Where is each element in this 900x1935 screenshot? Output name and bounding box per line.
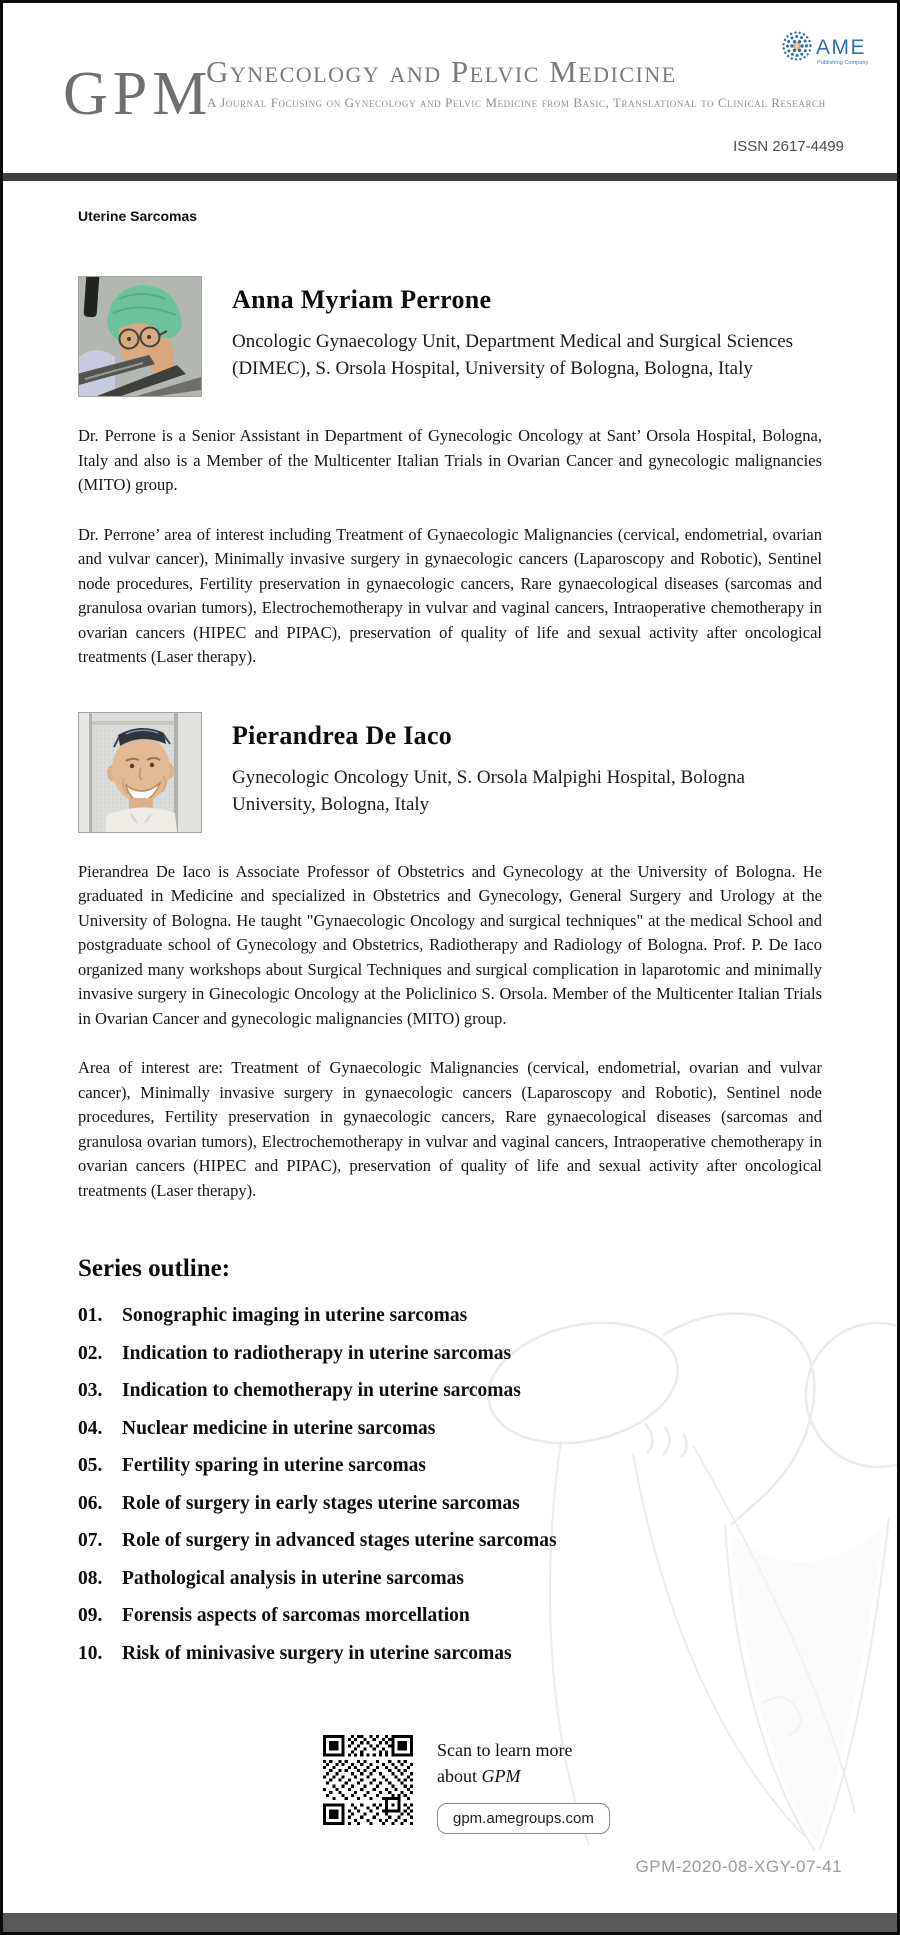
affiliation-line: (DIMEC), S. Orsola Hospital, University of Bologna, Bologna, Italy: [232, 358, 753, 379]
journal-subtitle: A Journal Focusing on Gynecology and Pelvic Medicine from Basic, Translational to Clinical Research: [207, 95, 826, 110]
qr-caption: [437, 1735, 610, 1834]
bio-paragraph: Dr. Perrone is a Senior Assistant in Department of Gynecologic Oncology at Sant’ Orsola Hospital, Bologna, Italy and also is a Member of the Multicenter Italian Trials in Ovarian Cancer and gynecologic malignancies (MITO) group.: [78, 426, 822, 494]
series-item: [78, 1418, 822, 1440]
series-item-number: 07.: [78, 1530, 103, 1551]
issn-number: ISSN 2617-4499: [733, 138, 844, 155]
affiliation-line: Gynecologic Oncology Unit, S. Orsola Malpighi Hospital, Bologna: [232, 766, 745, 788]
series-item-number: 05.: [78, 1455, 103, 1476]
series-item-number: 04.: [78, 1417, 103, 1439]
series-item: [78, 1568, 822, 1590]
pierandrea-de-iaco-bio: [78, 860, 822, 1204]
series-item-title: Indication to chemotherapy in uterine sarcomas: [122, 1380, 521, 1401]
ame-globe-icon: [775, 23, 875, 71]
anna-perrone-photo: [78, 276, 202, 397]
series-item: [78, 1605, 822, 1627]
qr-caption-journal-acronym: GPM: [481, 1765, 521, 1786]
profile-anna-perrone: [78, 276, 822, 397]
qr-caption-line1: Scan to learn more: [437, 1739, 573, 1760]
affiliation-line: Oncologic Gynaecology Unit, Department Medical and Surgical Sciences: [232, 331, 794, 352]
anna-perrone-bio: [78, 424, 822, 670]
series-label: Uterine Sarcomas: [78, 208, 198, 224]
person-name: Pierandrea De Iaco: [232, 720, 453, 750]
pierandrea-de-iaco-photo: [78, 712, 202, 833]
journal-title: Gynecology and Pelvic Medicine: [206, 54, 677, 89]
series-item-title: Fertility sparing in uterine sarcomas: [122, 1455, 427, 1476]
document-code: GPM-2020-08-XGY-07-41: [635, 1857, 842, 1876]
person-affiliation: [232, 328, 793, 382]
qr-caption-about: about: [437, 1765, 482, 1786]
series-item: [78, 1493, 822, 1515]
profile-pierandrea-de-iaco: [78, 712, 822, 833]
series-item-number: 01.: [78, 1305, 103, 1326]
series-item: [78, 1305, 822, 1327]
gpm-logo: GPM: [63, 60, 213, 128]
header-divider-band: [3, 173, 897, 181]
series-item: [78, 1343, 822, 1365]
series-item-title: Role of surgery in early stages uterine sarcomas: [122, 1492, 520, 1514]
series-item: [78, 1455, 822, 1477]
bio-paragraph: Pierandrea De Iaco is Associate Professor of Obstetrics and Gynecology at the University of Bologna. He graduated in Medicine and specialized in Obstetrics and Gynecology, General Surgery and Urology at the University of Bologna. He taught "Gynaecologic Oncology and surgical techniques" at the medical School and postgraduate school of Gynecology and Obstetrics, Radiotherapy and Radiology of Bologna. Prof. P. De Iaco organized many workshops about Surgical Techniques and surgical complication in laparotomic and minimally invasive surgery in Ginecologic Oncology at the Policlinico S. Orsola. Member of the Multicenter Italian Trials in Ovarian Cancer and gynecologic malignancies (MITO) group.: [78, 861, 822, 1028]
person-name: Anna Myriam Perrone: [232, 285, 492, 314]
journal-website-button[interactable]: gpm.amegroups.com: [437, 1803, 610, 1834]
series-item-number: 02.: [78, 1342, 103, 1364]
series-item-title: Risk of minivasive surgery in uterine sarcomas: [122, 1642, 512, 1664]
series-item-number: 06.: [78, 1492, 103, 1514]
qr-caption-line2: [437, 1763, 610, 1789]
series-item: [78, 1643, 822, 1665]
bottom-bar: [3, 1913, 897, 1932]
series-item-number: 10.: [78, 1642, 103, 1664]
bio-paragraph: Dr. Perrone’ area of interest including Treatment of Gynaecologic Malignancies (cervical, endometrial, ovarian and vulvar cancer), Minimally invasive surgery in gynaecologic cancers (Laparoscopy and Robotic), Sentinel node procedures, Fertility preservation in gynaecologic cancers, Rare gynaecological diseases (sarcomas and granulosa ovarian tumors), Electrochemotherapy in vulvar and vaginal cancers, Intraoperative chemotherapy in ovarian cancers (HIPEC and PIPAC), preservation of quality of life and sexual activity after oncological treatments (Laser therapy).: [78, 524, 822, 666]
series-item-number: 09.: [78, 1605, 103, 1626]
series-item-number: 08.: [78, 1567, 103, 1589]
series-item-title: Pathological analysis in uterine sarcomas: [122, 1567, 464, 1589]
series-outline-list: [78, 1305, 822, 1665]
series-item-title: Forensis aspects of sarcomas morcellation: [122, 1605, 470, 1626]
series-item-title: Sonographic imaging in uterine sarcomas: [122, 1305, 468, 1326]
series-item-title: Role of surgery in advanced stages uterine sarcomas: [122, 1530, 557, 1551]
series-item-title: Indication to radiotherapy in uterine sarcomas: [122, 1342, 512, 1364]
svg-text:AME: AME: [816, 36, 867, 59]
qr-code: [323, 1735, 413, 1825]
content-column: [3, 181, 897, 1834]
series-item: [78, 1380, 822, 1402]
svg-text:Publishing Company: Publishing Company: [817, 60, 869, 66]
series-item-title: Nuclear medicine in uterine sarcomas: [122, 1417, 436, 1439]
qr-section: [323, 1735, 822, 1834]
bio-paragraph: Area of interest are: Treatment of Gynaecologic Malignancies (cervical, endometrial, ovarian and vulvar cancer), Minimally invasive surgery in gynaecologic cancers (Laparoscopy and Robotic), Sentinel node procedures, Fertility preservation in gynaecologic cancers, Rare gynaecological diseases (sarcomas and granulosa ovarian tumors), Electrochemotherapy in vulvar and vaginal cancers, Intraoperative chemotherapy in ovarian cancers (HIPEC and PIPAC), preservation of quality of life and sexual activity after oncological treatments (Laser therapy).: [78, 1058, 822, 1200]
series-item: [78, 1530, 822, 1552]
affiliation-line: University, Bologna, Italy: [232, 793, 430, 815]
series-outline-heading: Series outline:: [78, 1255, 231, 1282]
person-affiliation: [232, 764, 745, 818]
ame-publisher-logo: [775, 23, 875, 76]
series-item-number: 03.: [78, 1380, 103, 1401]
